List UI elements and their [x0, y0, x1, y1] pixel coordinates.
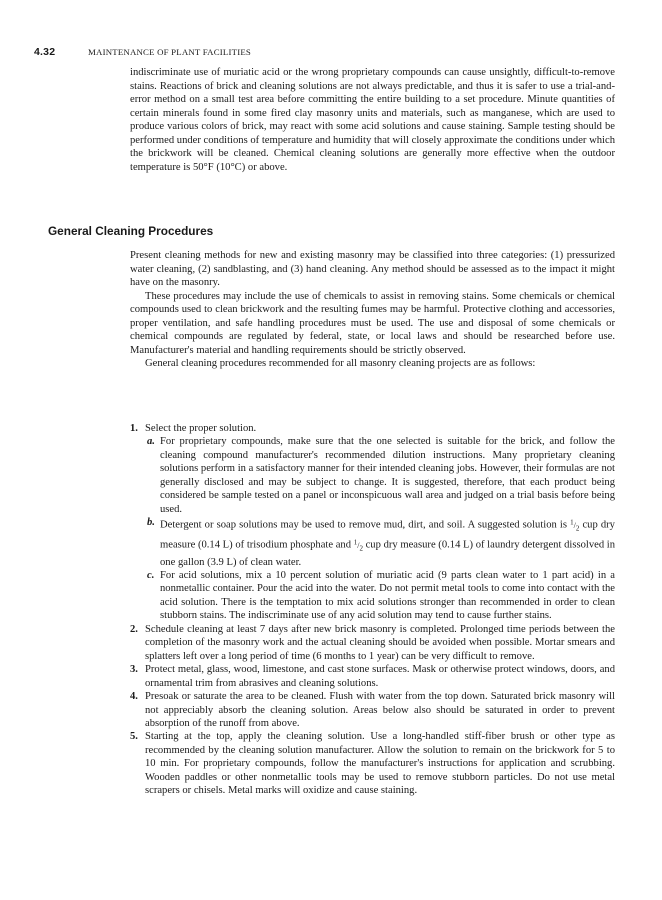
step-text: Schedule cleaning at least 7 days after new brick masonry is completed. Prolonged time periods between the completion of the masonry work and the actual cleaning should be avoided when possible. Mortar smears and splatters left over a long period of time (6 months to 1 year) can be very difficult to remove. [145, 623, 615, 662]
step-number: 1. [130, 423, 138, 434]
sub-item-text: For proprietary compounds, make sure that the one selected is suitable for the brick, and follow the cleaning compound manufacturer's recommended dilution instructions. Many proprietary cleaning solutions perform in a satisfactory manner for their intended cleaning jobs. However, their formulas are not generally disclosed and may be subject to change. It is suggested, therefore, that each product being considered be sample tested on a panel or inconspicuous wall area and judged on a trial basis before being used. [160, 436, 615, 515]
section-paragraph: Present cleaning methods for new and existing masonry may be classified into three categories: (1) pressurized water cleaning, (2) sandblasting, and (3) hand cleaning. Any method should be assessed as to the impact it might have on the masonry. [130, 250, 615, 289]
list-item [130, 730, 615, 797]
step-number: 2. [130, 623, 138, 635]
section-body [130, 249, 615, 371]
fraction-numerator: 1 [353, 537, 358, 546]
step-number: 4. [130, 691, 138, 703]
intro-paragraph: indiscriminate use of muriatic acid or the wrong proprietary compounds can cause unsightly, difficult-to-remove stains. Reactions of brick and cleaning solutions are not always predictable, and thus it is safer to use a trial-and-error method on a small test area before committing the entire building to a set procedure. Minute quantities of certain minerals found in some fired clay masonry units and materials, such as manganese, which are used to produce various colors of brick, may react with some acid solutions and cause staining. Sample testing should be performed under conditions of temperature and humidity that will closely approximate the conditions under which the brickwork will be cleaned. Chemical cleaning solutions are generally more effective when the outdoor temperature is 50°F (10°C) or above. [130, 67, 615, 173]
running-header [34, 46, 634, 60]
section-paragraph: These procedures may include the use of chemicals to assist in removing stains. Some chemicals or chemical compounds used to clean brickwork and the resulting fumes may be harmful. Protective clothing and accessories, proper ventilation, and safe handling procedures must be used. The use and disposal of some chemicals or chemical compounds are regulated by federal, state, or local laws and should be researched before use. Manufacturer's material and handling requirements should be strictly observed. [130, 290, 615, 356]
fraction: $^1/_2$ [353, 537, 363, 553]
sub-list-item [145, 569, 615, 623]
step-number: 5. [130, 731, 138, 743]
section-paragraph: General cleaning procedures recommended for all masonry cleaning projects are as follows: [145, 358, 536, 370]
sub-item-text-part: cup dry measure (0.14 L) of trisodium phosphate and [160, 519, 615, 551]
sub-list-item [145, 516, 615, 569]
sub-item-text [160, 516, 615, 569]
step-text: Starting at the top, apply the cleaning solution. Use a long-handled stiff-fiber brush or other type as recommended by the cleaning solution manufacturer. Allow the solution to remain on the brickwork for 5 to 10 min. For proprietary compounds, follow the manufacturer's instructions for application and scrubbing. Wooden paddles or other nonmetallic tools may be used to remove stubborn particles. Do not use metal scrapers or chisels. Metal marks will oxidize and cause staining. [145, 731, 615, 797]
sub-list-item [145, 435, 615, 516]
step-text: Presoak or saturate the area to be cleaned. Flush with water from the top down. Saturated brick masonry will not appreciably absorb the cleaning solution. Areas below also should be saturated in order to prevent absorption of the runoff from above. [145, 691, 615, 730]
procedure-list [130, 422, 615, 798]
page-number: 4.32 [34, 46, 56, 58]
list-item [130, 422, 615, 623]
fraction-denominator: 2 [359, 544, 363, 553]
sub-item-letter: a. [147, 436, 155, 448]
sub-item-text-part: cup dry measure (0.14 L) of laundry detergent dissolved in one gallon (3.9 L) of clean water. [160, 539, 616, 568]
fraction: $^1/_2$ [570, 518, 580, 533]
section-heading: General Cleaning Procedures [48, 224, 214, 238]
running-title: MAINTENANCE OF PLANT FACILITIES [88, 47, 251, 57]
sub-item-text: For acid solutions, mix a 10 percent solution of muriatic acid (9 parts clean water to 1 part acid) in a nonmetallic container. Pour the acid into the water. Do not permit metal tools to come into contact with the acid solution. There is the temptation to mix acid solutions stronger than recommended in order to clean stubborn stains. The indiscriminate use of any acid solution may tend to cause further stains. [160, 570, 615, 622]
fraction-numerator: 1 [570, 518, 574, 527]
step-text: Protect metal, glass, wood, limestone, and cast stone surfaces. Mask or otherwise protect windows, doors, and ornamental trim from abrasives and cleaning solutions. [145, 664, 615, 689]
sub-item-text-part: Detergent or soap solutions may be used to remove mud, dirt, and soil. A suggested solution is [160, 519, 567, 531]
step-number: 3. [130, 664, 138, 676]
intro-paragraph-block [130, 66, 615, 174]
list-item [130, 623, 615, 663]
sub-item-letter: b. [147, 517, 155, 529]
step-text: Select the proper solution. [145, 423, 257, 434]
sub-item-letter: c. [147, 570, 155, 582]
fraction-denominator: 2 [575, 524, 580, 533]
list-item [130, 663, 615, 690]
list-item [130, 690, 615, 730]
